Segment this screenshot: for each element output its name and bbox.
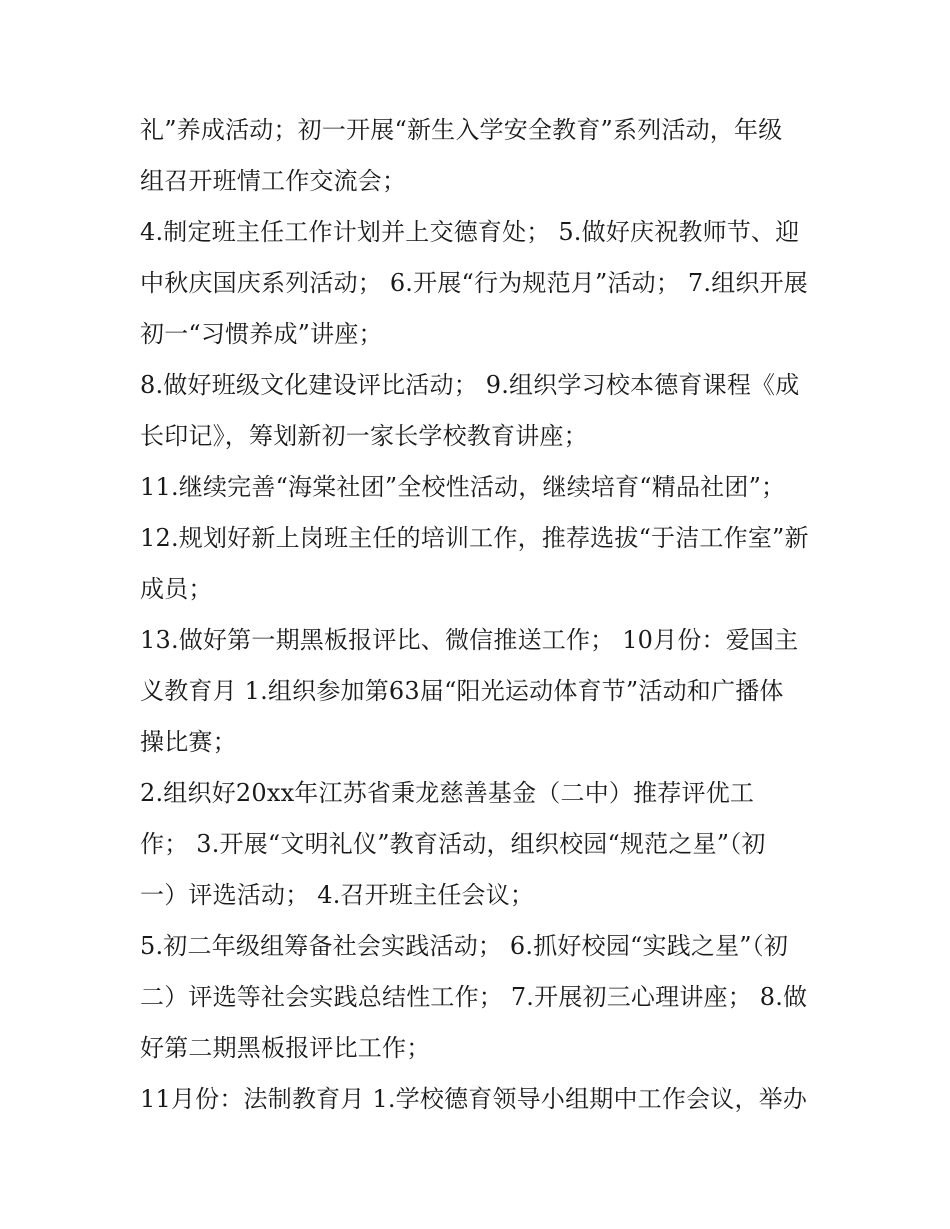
text-line: 好第二期黑板报评比工作；	[140, 1034, 431, 1062]
text-line: 13.做好第一期黑板报评比、微信推送工作； 10月份：爱国主	[140, 626, 799, 654]
text-line: 作； 3.开展“文明礼仪”教育活动，组织校园“规范之星”（初	[140, 830, 766, 858]
text-line: 一）评选活动； 4.召开班主任会议；	[140, 881, 535, 909]
text-line: 11月份：法制教育月 1.学校德育领导小组期中工作会议，举办	[140, 1085, 808, 1113]
text-line: 中秋庆国庆系列活动； 6.开展“行为规范月”活动； 7.组织开展	[140, 269, 808, 297]
text-line: 礼”养成活动；初一开展“新生入学安全教育”系列活动，年级	[140, 116, 783, 144]
text-line: 操比赛；	[140, 728, 237, 756]
text-line: 组召开班情工作交流会；	[140, 167, 407, 195]
text-line: 11.继续完善“海棠社团”全校性活动，继续培育“精品社团”；	[140, 473, 786, 501]
text-line: 成员；	[140, 575, 213, 603]
text-line: 12.规划好新上岗班主任的培训工作，推荐选拔“于洁工作室”新	[140, 524, 809, 552]
text-line: 8.做好班级文化建设评比活动； 9.组织学习校本德育课程《成	[140, 371, 800, 399]
document-body	[140, 105, 820, 1125]
text-line: 5.初二年级组筹备社会实践活动； 6.抓好校园“实践之星”（初	[140, 932, 789, 960]
text-line: 初一“习惯养成”讲座；	[140, 320, 383, 348]
text-line: 4.制定班主任工作计划并上交德育处； 5.做好庆祝教师节、迎	[140, 218, 800, 246]
text-line: 义教育月 1.组织参加第63届“阳光运动体育节”活动和广播体	[140, 677, 784, 705]
text-line: 二）评选等社会实践总结性工作； 7.开展初三心理讲座； 8.做	[140, 983, 808, 1011]
text-line: 长印记》，筹划新初一家长学校教育讲座；	[140, 422, 588, 450]
text-line: 2.组织好20xx年江苏省秉龙慈善基金（二中）推荐评优工	[140, 779, 755, 807]
